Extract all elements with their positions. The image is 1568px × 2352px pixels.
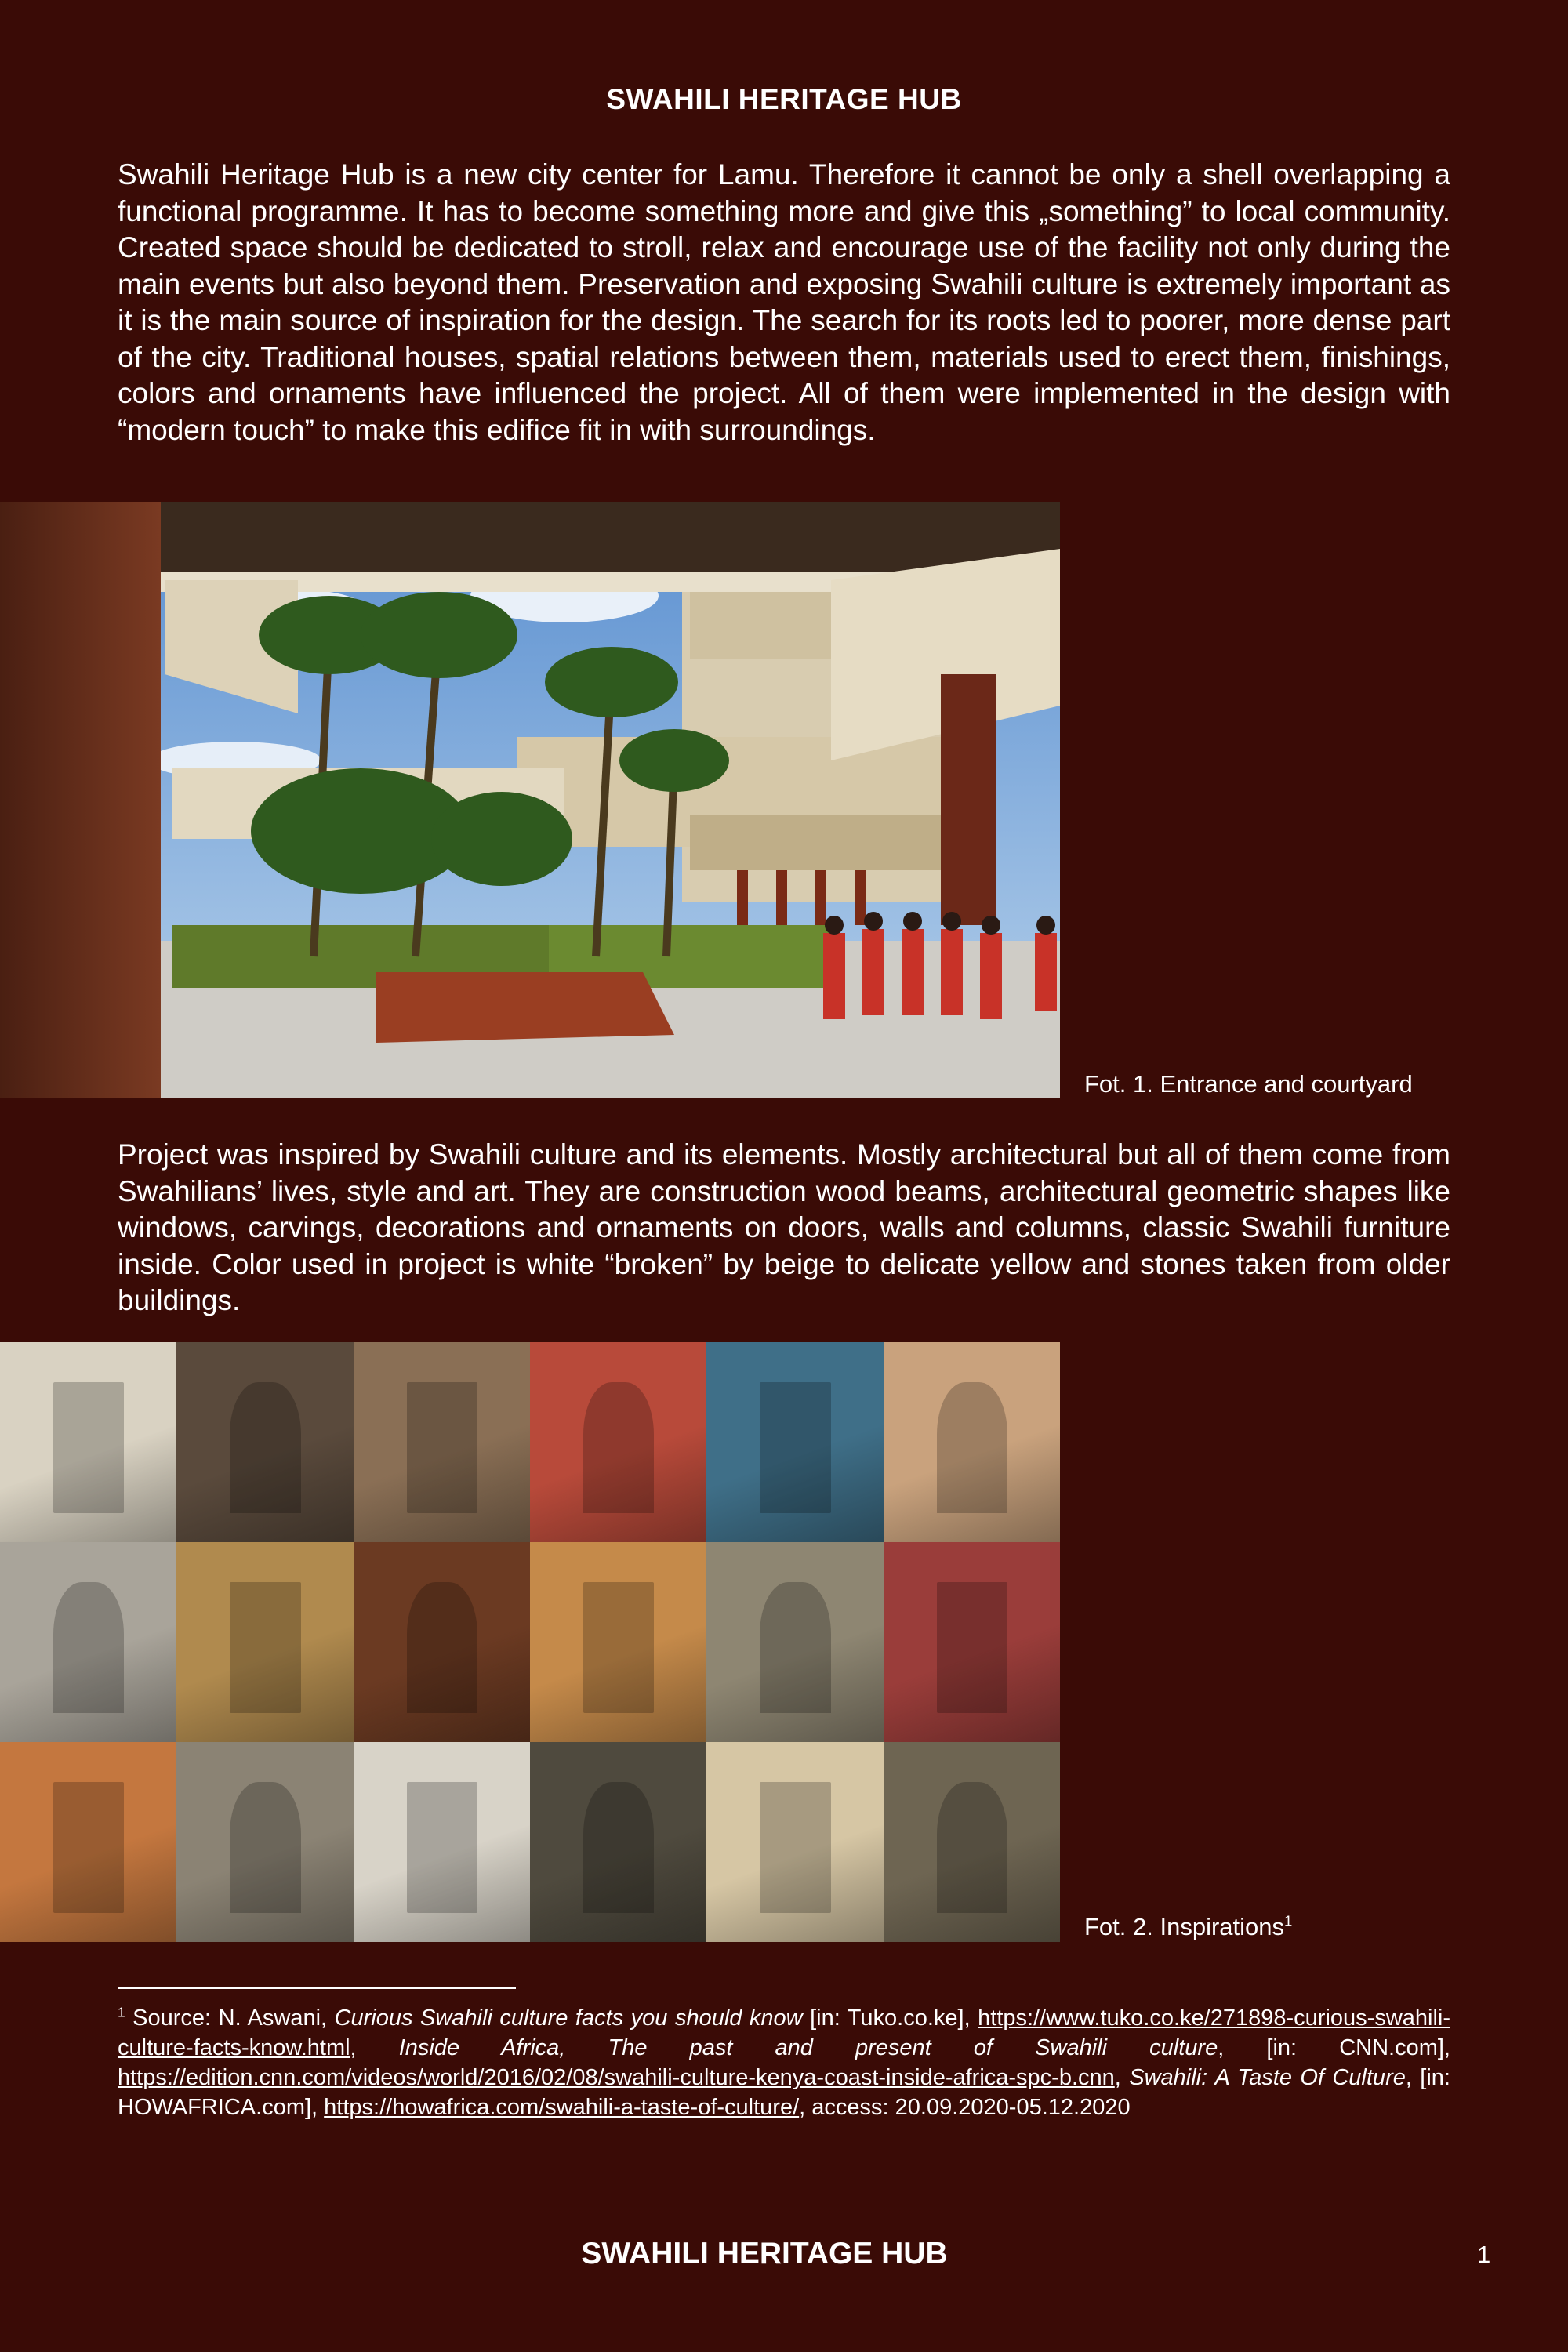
- inspiration-photo: [354, 1542, 531, 1743]
- inspiration-photo: [530, 1542, 707, 1743]
- source-site-1: [in: Tuko.co.ke],: [802, 2005, 978, 2031]
- footnote-suffix: , access: 20.09.2020-05.12.2020: [799, 2095, 1131, 2120]
- photo-detail: [760, 1382, 831, 1512]
- figure2-caption-text: Fot. 2. Inspirations: [1084, 1913, 1285, 1940]
- source-title-2: Inside Africa, The past and present of Swahili culture: [398, 2035, 1218, 2060]
- footnote-prefix: Source: N. Aswani,: [125, 2005, 335, 2031]
- photo-detail: [53, 1782, 125, 1912]
- photo-detail: [407, 1382, 478, 1512]
- inspiration-photo: [176, 1542, 354, 1743]
- footnote-reference[interactable]: 1: [1284, 1912, 1293, 1929]
- source-site-2: , [in: CNN.com],: [1218, 2035, 1450, 2060]
- source-title-3: Swahili: A Taste Of Culture: [1129, 2065, 1406, 2090]
- photo-detail: [407, 1582, 478, 1712]
- inspiration-photo: [176, 1342, 354, 1543]
- photo-detail: [53, 1382, 125, 1512]
- page-title: SWAHILI HERITAGE HUB: [606, 83, 962, 115]
- source-link-2[interactable]: https://edition.cnn.com/videos/world/2016/02/08/swahili-culture-kenya-coast-inside-africa-spc-b.cnn: [118, 2065, 1115, 2090]
- source-link-3[interactable]: https://howafrica.com/swahili-a-taste-of-culture/: [324, 2095, 800, 2120]
- inspiration-photo: [354, 1742, 531, 1942]
- inspiration-photo: [884, 1742, 1060, 1942]
- photo-detail: [230, 1382, 301, 1512]
- source-separator-2: ,: [1114, 2065, 1130, 2090]
- source-separator-1: ,: [350, 2035, 399, 2060]
- photo-detail: [760, 1782, 831, 1912]
- source-link-1[interactable]: https://www.tuko.co.ke/271898-curious-swahili-culture-facts-know.html: [118, 2005, 1450, 2060]
- inspiration-photo: [706, 1542, 884, 1743]
- photo-detail: [937, 1382, 1008, 1512]
- entrance-courtyard-image: [0, 502, 1060, 1098]
- intro-paragraph: Swahili Heritage Hub is a new city center for Lamu. Therefore it cannot be only a shell overlapping a functional programme. It has to become something more and give this „something” to local community. Created space should be dedicated to stroll, relax and encourage use of the facility not only during the main events but also beyond them. Preservation and exposing Swahili culture is extremely important as it is the main source of inspiration for the design. The search for its roots led to poorer, more dense part of the city. Traditional houses, spatial relations between them, materials used to erect them, finishings, colors and ornaments have influenced the project. All of them were implemented in the design with “modern touch” to make this edifice fit in with surroundings.: [118, 158, 1450, 446]
- footnote: [118, 2003, 1450, 2122]
- photo-detail: [937, 1782, 1008, 1912]
- inspiration-photo: [884, 1342, 1060, 1543]
- source-title-1: Curious Swahili culture facts you should know: [334, 2005, 803, 2031]
- courtyard-render: [0, 502, 1060, 1098]
- footnote-separator: [118, 1987, 516, 1989]
- footnote-marker: 1: [118, 2004, 125, 2020]
- figure1-caption: Fot. 1. Entrance and courtyard: [1084, 1070, 1413, 1098]
- photo-detail: [583, 1382, 655, 1512]
- source-site-3: , [in: HOWAFRICA.com],: [118, 2065, 1450, 2120]
- photo-detail: [53, 1582, 125, 1712]
- photo-detail: [937, 1582, 1008, 1712]
- inspiration-photo: [706, 1742, 884, 1942]
- inspiration-photo: [176, 1742, 354, 1942]
- inspiration-photo: [0, 1742, 177, 1942]
- figure2-caption: [1084, 1913, 1292, 1941]
- inspiration-photo: [0, 1342, 177, 1543]
- inspiration-photo: [354, 1342, 531, 1543]
- photo-detail: [760, 1582, 831, 1712]
- photo-detail: [407, 1782, 478, 1912]
- photo-detail: [583, 1782, 655, 1912]
- inspiration-photo: [530, 1742, 707, 1942]
- inspiration-photo: [706, 1342, 884, 1543]
- inspiration-paragraph: Project was inspired by Swahili culture and its elements. Mostly architectural but all of them come from Swahilians’ lives, style and art. They are construction wood beams, architectural geometric shapes like windows, carvings, decorations and ornaments on doors, walls and columns, classic Swahili furniture inside. Color used in project is white “broken” by beige to delicate yellow and stones taken from older buildings.: [118, 1138, 1450, 1316]
- photo-detail: [230, 1782, 301, 1912]
- photo-detail: [230, 1582, 301, 1712]
- inspiration-photo: [530, 1342, 707, 1543]
- inspirations-collage: [0, 1342, 1060, 1942]
- inspiration-photo: [0, 1542, 177, 1743]
- page-number: 1: [1477, 2241, 1491, 2268]
- inspiration-photo: [884, 1542, 1060, 1743]
- photo-detail: [583, 1582, 655, 1712]
- footer-title: SWAHILI HERITAGE HUB: [581, 2237, 948, 2270]
